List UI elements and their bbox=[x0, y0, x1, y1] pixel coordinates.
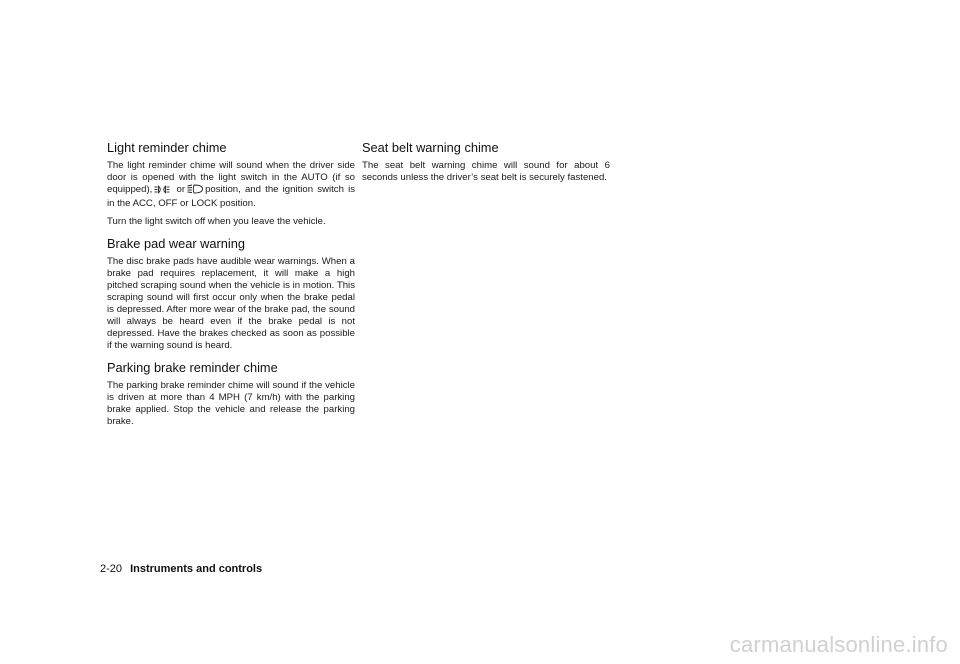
heading-seat-belt-warning-chime: Seat belt warning chime bbox=[362, 140, 499, 155]
section-parking-brake-reminder-chime bbox=[107, 360, 355, 428]
heading-brake-pad-wear-warning: Brake pad wear warning bbox=[107, 236, 245, 251]
section-light-reminder-chime bbox=[107, 140, 355, 228]
paragraph-seat-belt-1: The seat belt warning chime will sound for about 6 seconds unless the driver’s seat belt is securely fastened. bbox=[362, 160, 610, 183]
light-chime-text-a: The light reminder chime will sound when the driver side door is opened with the light switch in the AUTO (if so equipped), bbox=[107, 160, 355, 195]
heading-light-reminder-chime: Light reminder chime bbox=[107, 140, 227, 155]
paragraph-light-chime-2: Turn the light switch off when you leave the vehicle. bbox=[107, 216, 326, 227]
light-chime-text-or: or bbox=[176, 184, 186, 195]
page-number: 2-20 bbox=[100, 563, 123, 575]
watermark[interactable]: carmanualsonline.info bbox=[729, 632, 948, 657]
heading-parking-brake-reminder-chime: Parking brake reminder chime bbox=[107, 360, 278, 375]
position-light-icon bbox=[154, 185, 170, 198]
section-seat-belt-warning-chime bbox=[362, 140, 610, 184]
light-chime-text-b: position, and the ignition switch is in the ACC, OFF or LOCK position. bbox=[107, 184, 356, 209]
paragraph-light-chime-1 bbox=[107, 160, 355, 210]
paragraph-brake-pad-1: The disc brake pads have audible wear warnings. When a brake pad requires replacement, it will make a high pitched scraping sound when the vehicle is in motion. This scraping sound will first occur only when the brake pedal is depressed. After more wear of the brake pad, the sound will always be heard even if the brake pedal is not depressed. Have the brakes checked as soon as possible if the warning sound is heard. bbox=[107, 256, 355, 351]
page-footer bbox=[100, 563, 262, 575]
right-column bbox=[362, 140, 610, 190]
headlight-icon bbox=[187, 184, 203, 198]
paragraph-parking-brake-1: The parking brake reminder chime will sound if the vehicle is driven at more than 4 MPH (7 km/h) with the parking brake applied. Stop the vehicle and release the parking brake. bbox=[107, 380, 355, 427]
section-brake-pad-wear-warning bbox=[107, 236, 355, 352]
footer-section-name: Instruments and controls bbox=[130, 563, 263, 575]
left-column bbox=[107, 140, 355, 434]
